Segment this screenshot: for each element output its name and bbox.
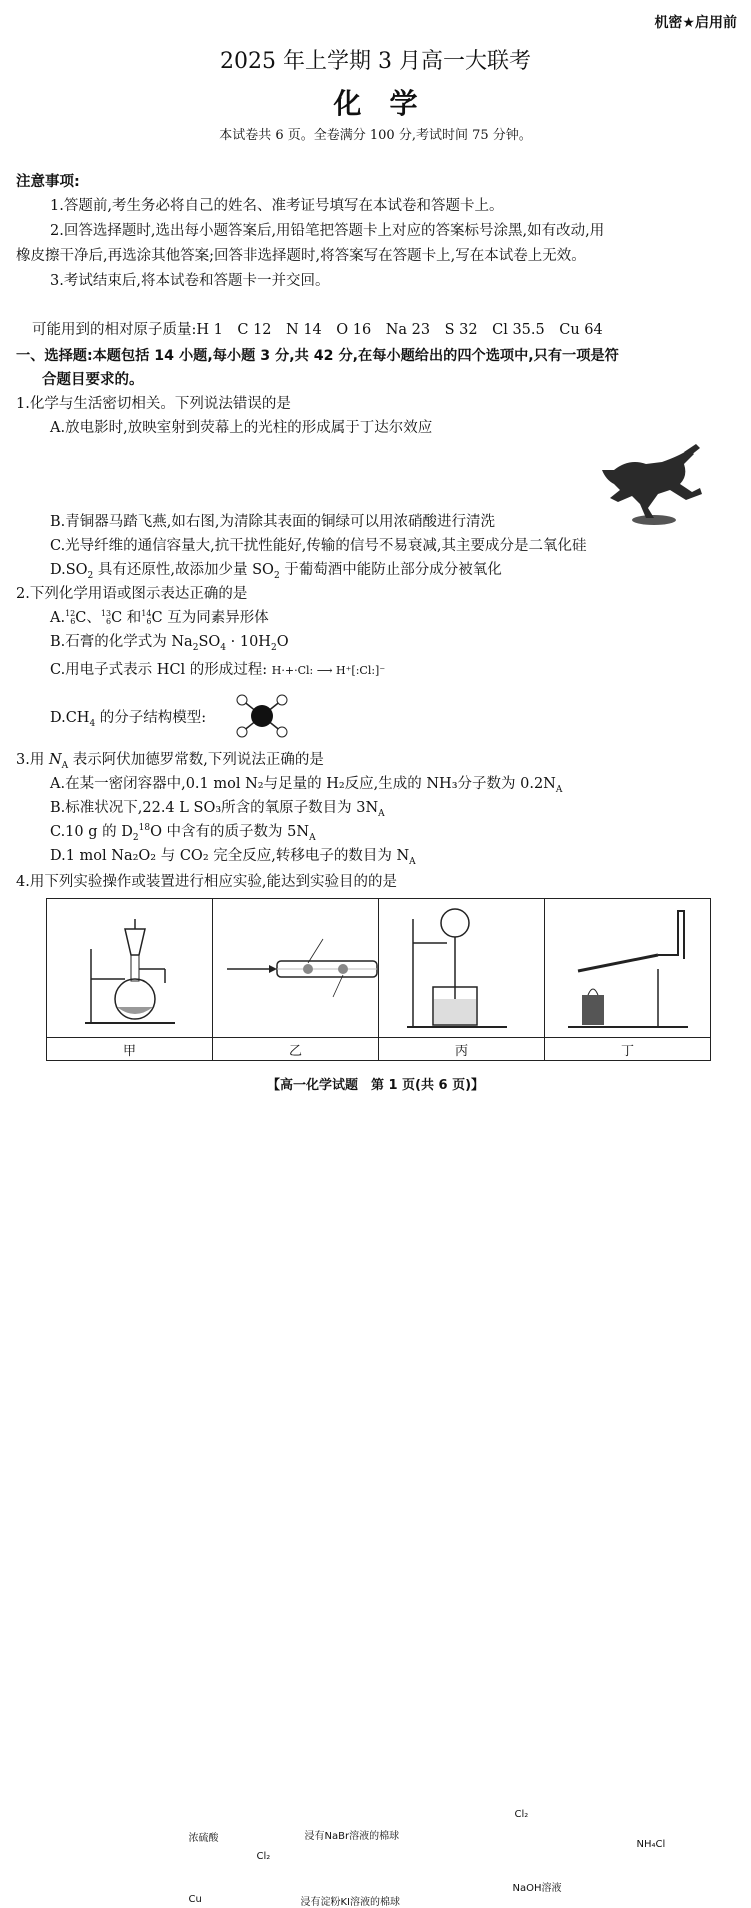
note-item-1: 1.答题前,考生务必将自己的姓名、准考证号填写在本试卷和答题卡上。 [50,198,504,214]
q2-option-c: C.用电子式表示 HCl 的形成过程: H·+·Cl: ⟶ H⁺[:Cl:]⁻ [50,662,386,678]
section-1-instructions: 一、选择题:本题包括 14 小题,每小题 3 分,共 42 分,在每小题给出的四个选项中,只有一项是符 [16,348,619,364]
q2-stem: 2.下列化学用语或图示表达正确的是 [16,586,248,602]
bing-solution-label: NaOH溶液 [512,1882,562,1894]
q1-option-c: C.光导纤维的通信容量大,抗干扰性能好,传输的信号不易衰减,其主要成分是二氧化硅 [50,538,587,554]
q3-option-c: C.10 g 的 $D_2^{18}O$ 中含有的质子数为 $5N_A$ [50,823,316,843]
notes-heading: 注意事项: [16,174,80,190]
q3-option-b: B.标准状况下,22.4 L SO₃所含的氧原子数目为 $3N_A$ [50,800,385,819]
label-jia: 甲 [47,1038,213,1061]
section-1-instructions-cont: 合题目要求的。 [42,372,144,388]
q3-option-a: A.在某一密闭容器中,0.1 mol N₂与足量的 H₂反应,生成的 NH₃分子数为 $0.2N_A$ [50,776,563,795]
yi-gas-label: Cl₂ [256,1850,271,1862]
apparatus-bing [379,899,562,1894]
q1-option-d: $D.SO_2$ 具有还原性,故添加少量 $SO_2$ 于葡萄酒中能防止部分成分被氧化 [50,562,502,581]
note-item-2-cont: 橡皮擦干净后,再选涂其他答案;回答非选择题时,将答案写在答题卡上,写在本试卷上无效。 [16,248,586,264]
jia-acid-label: 浓硫酸 [188,1832,219,1844]
apparatus-ding [545,899,711,1850]
hcl-electron-formula: H·+·Cl: ⟶ H⁺[:Cl:]⁻ [271,664,386,677]
exam-title: 2025 年上学期 3 月高一大联考 [220,49,531,74]
exam-info: 本试卷共 6 页。全卷满分 100 分,考试时间 75 分钟。 [219,128,532,143]
ch4-ball-and-stick-model [232,686,292,746]
bing-gas-label: Cl₂ [514,1808,529,1820]
jia-metal-label: Cu [188,1893,202,1905]
label-bing: 丙 [379,1038,545,1061]
note-item-3: 3.考试结束后,将本试卷和答题卡一并交回。 [50,273,330,289]
bronze-horse-image [584,440,724,530]
q2-option-a: A. 12 6 C、 13 6 C 和 14 6 C 互为同素异形体 [50,609,269,626]
yi-top-label: 浸有NaBr溶液的棉球 [304,1830,400,1842]
page-footer: 【高一化学试题 第 1 页(共 6 页)】 [266,1078,485,1093]
q3-option-d: D.1 mol Na₂O₂ 与 CO₂ 完全反应,转移电子的数目为 $N_A$ [50,848,416,867]
yi-bottom-label: 浸有淀粉KI溶液的棉球 [300,1896,401,1908]
subject-title: 化 学 [333,87,418,120]
q1-stem: 1.化学与生活密切相关。下列说法错误的是 [16,396,291,412]
atomic-masses: 可能用到的相对原子质量:H 1 C 12 N 14 O 16 Na 23 S 32 Cl 35.5 Cu 64 [32,322,603,338]
q1-option-b: B.青铜器马踏飞燕,如右图,为清除其表面的铜绿可以用浓硝酸进行清洗 [50,514,495,530]
confidential-mark: 机密★启用前 [654,15,737,31]
q2-option-b: B.石膏的化学式为 $Na_2SO_4 \cdot 10H_2O$ [50,634,289,653]
apparatus-jia [47,899,219,1905]
note-item-2: 2.回答选择题时,选出每小题答案后,用铅笔把答题卡上对应的答案标号涂黑,如有改动,用 [50,223,605,239]
label-yi: 乙 [213,1038,379,1061]
q2-option-d: $D.CH_4$ 的分子结构模型: [50,710,207,729]
ding-reagent-label: NH₄Cl [636,1838,666,1850]
q1-option-a: A.放电影时,放映室射到荧幕上的光柱的形成属于丁达尔效应 [50,420,433,436]
label-ding: 丁 [545,1038,711,1061]
q3-stem: 3.用 $N_A$ 表示阿伏加德罗常数,下列说法正确的是 [16,752,324,771]
q4-stem: 4.用下列实验操作或装置进行相应实验,能达到实验目的的是 [16,874,397,890]
